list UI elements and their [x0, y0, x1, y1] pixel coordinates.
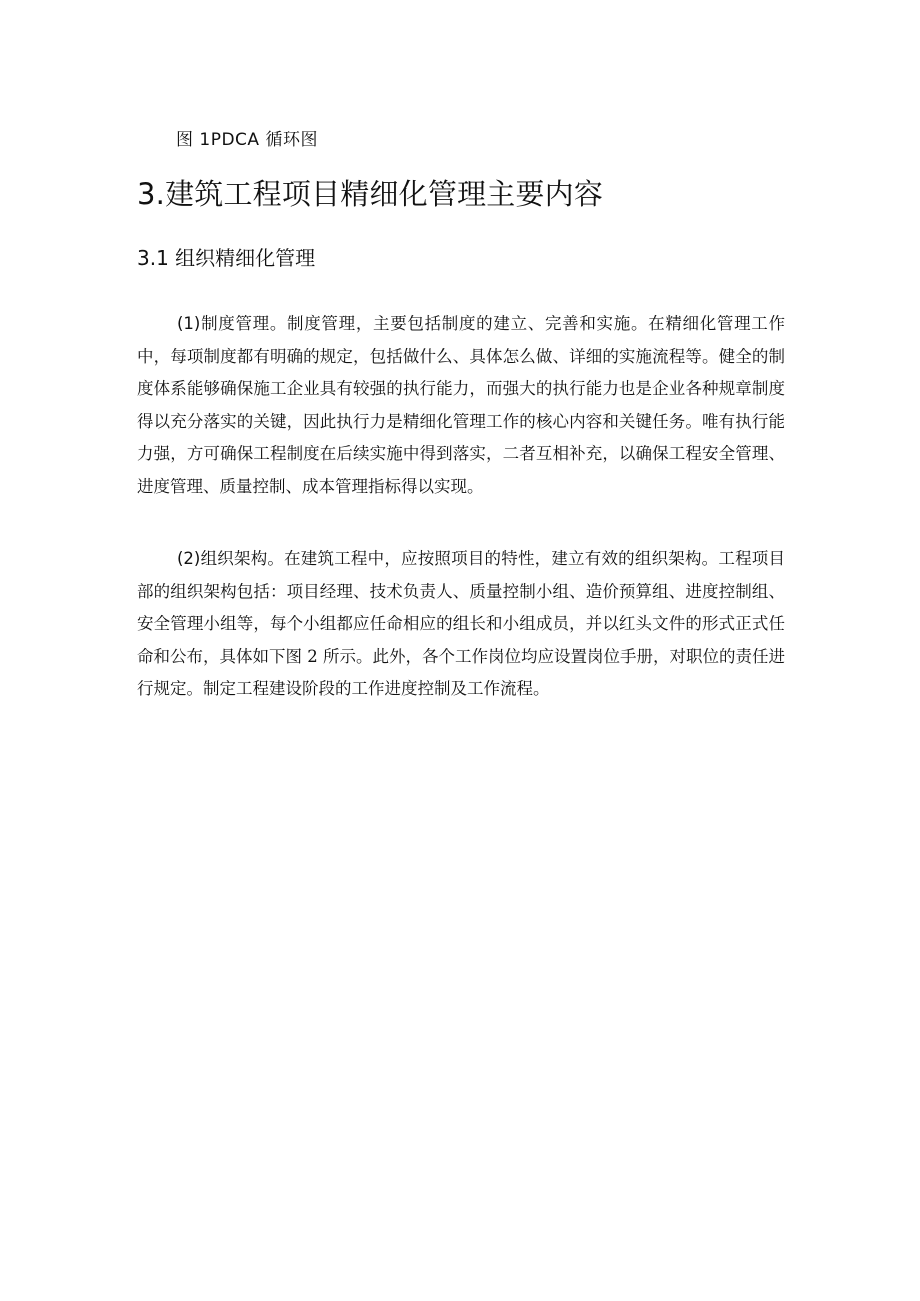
paragraph-institution-management	[137, 308, 785, 503]
section-heading: 3.建筑工程项目精细化管理主要内容	[137, 177, 604, 211]
paragraph-text: 制度管理。制度管理，主要包括制度的建立、完善和实施。在精细化管理工作中，每项制度都有明确的规定，包括做什么、具体怎么做、详细的实施流程等。健全的制度体系能够确保施工企业具有较强的执行能力，而强大的执行能力也是企业各种规章制度得以充分落实的关键，因此执行力是精细化管理工作的核心内容和关键任务。唯有执行能力强，方可确保工程制度在后续实施中得到落实，二者互相补充，以确保工程安全管理、进度管理、质量控制、成本管理指标得以实现。	[137, 314, 785, 496]
paragraph-text: 组织架构。在建筑工程中，应按照项目的特性，建立有效的组织架构。工程项目部的组织架构包括：项目经理、技术负责人、质量控制小组、造价预算组、进度控制组、安全管理小组等，每个小组都应任命相应的组长和小组成员，并以红头文件的形式正式任命和公布，具体如下图 2 所示。此外，各个工作岗位均应设置岗位手册，对职位的责任进行规定。制定工程建设阶段的工作进度控制及工作流程。	[137, 549, 785, 698]
paragraph-organization-structure	[137, 543, 785, 706]
paragraph-marker: (1)	[177, 314, 201, 333]
paragraph-marker: (2)	[177, 549, 201, 568]
subsection-heading: 3.1 组织精细化管理	[137, 246, 316, 270]
figure-caption: 图 1PDCA 循环图	[176, 130, 318, 150]
